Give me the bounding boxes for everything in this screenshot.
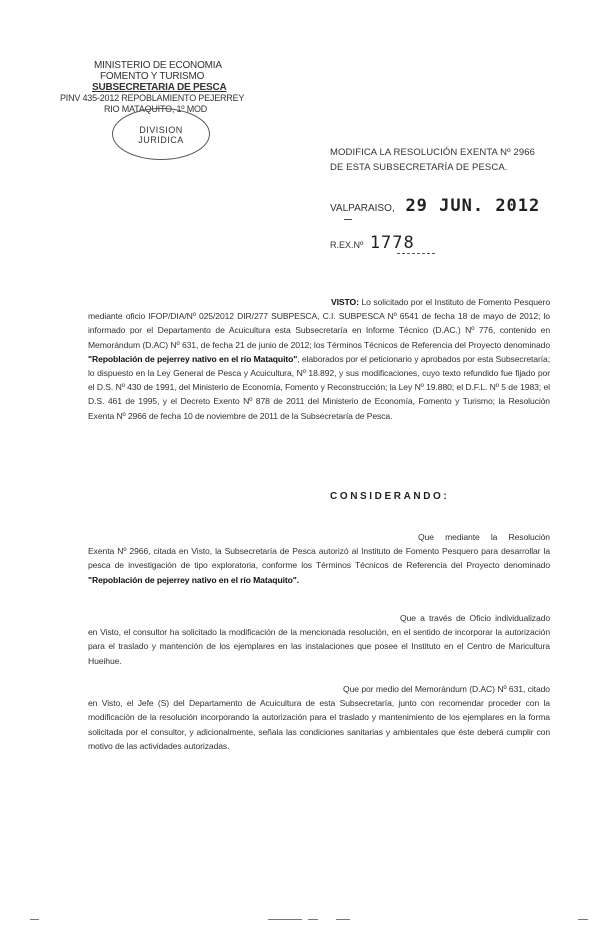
seal-line-1: DIVISION <box>139 125 183 135</box>
resolution-number-line <box>330 233 415 253</box>
resolution-subject: MODIFICA LA RESOLUCIÓN EXENTA Nº 2966 DE ESTA SUBSECRETARÍA DE PESCA. <box>330 147 535 173</box>
agency-name: SUBSECRETARIA DE PESCA <box>92 82 227 93</box>
seal-line-2: JURIDICA <box>138 135 184 145</box>
visto-text-b: , elaborados por el peticionario y aprobados por esta Subsecretaría; lo dispuesto en la Ley General de Pesca y Acuicultura, Nº 18.892, y sus modificaciones, cuyo texto refundido fue fijado por el D.S. Nº 430 de 1991, del Ministerio de Economía, Fomento y Reconstrucción; la Ley Nº 19.880; el D.F.L. Nº 5 de 1983; el D.S. 461 de 1995, y el Decreto Exento Nº 878 de 2011 del Ministerio de Economía, Fomento y Turismo; la Resolución Exenta Nº 2966 de fecha 10 de noviembre de 2011 de la Subsecretaría de Pesca. <box>88 353 550 421</box>
visto-text-a: Lo solicitado por el Instituto de Fomento Pesquero mediante oficio IFOP/DIA/Nº 025/2012 DIR/277 SUBPESCA, C.I. SUBPESCA Nº 6541 de fecha 18 de mayo de 2012; lo informado por el Departamento de Acuicultura esta Subsecretaría en Informe Técnico (D.AC.) Nº 776, contenido en Memorándum (D.AC) Nº 631, de fecha 21 de junio de 2012; los Términos Técnicos de Referencia del Proyecto denominado <box>88 297 550 350</box>
considerando-heading: CONSIDERANDO: <box>330 491 450 502</box>
considerando-1-text: Que mediante la Resolución Exenta Nº 2966, citada en Visto, la Subsecretaría de Pesca autorizó al Instituto de Fomento Pesquero para desarrollar la pesca de investigación de tipo exploratoria, conforme los Términos Técnicos de Referencia del Proyecto denominado <box>88 532 550 571</box>
footer-mark <box>268 919 302 920</box>
letterhead <box>60 60 270 115</box>
footer-mark <box>30 919 39 920</box>
seal-text <box>113 125 209 145</box>
reference-code: PINV 435-2012 REPOBLAMIENTO PEJERREY <box>60 93 245 103</box>
footer-mark <box>578 919 588 920</box>
ministry-name: MINISTERIO DE ECONOMIA <box>94 60 222 71</box>
considerando-paragraph-2: Que a través de Oficio individualizado en Visto, el consultor ha solicitado la modificación de la mencionada resolución, en el sentido de incorporar la autorización para el traslado y mantención de los ejemplares en las instalaciones que posee el Instituto en el Centro de Maricultura Hueihue. <box>88 613 550 666</box>
footer-mark <box>336 919 350 920</box>
rex-underline <box>397 253 435 254</box>
rex-number: 1778 <box>369 233 415 253</box>
place-date-line <box>330 196 540 216</box>
visto-project-name: "Repoblación de pejerrey nativo en el río Mataquito" <box>88 353 298 364</box>
visto-heading: VISTO: <box>331 297 359 307</box>
visto-paragraph <box>88 295 550 423</box>
considerando-1-project: "Repoblación de pejerrey nativo en el río Mataquito". <box>88 574 300 585</box>
juridica-seal-stamp <box>112 108 210 160</box>
date-stamp: 29 JUN. 2012 <box>405 196 541 216</box>
footer-mark <box>308 919 318 920</box>
dash-mark <box>344 219 352 220</box>
reference-detail: RIO MATAQUITO, 1º MOD <box>104 104 208 114</box>
considerando-paragraph-1 <box>88 530 550 587</box>
place: VALPARAISO, <box>330 203 395 214</box>
considerando-paragraph-3: Que por medio del Memorándum (D.AC) Nº 631, citado en Visto, el Jefe (S) del Departamento de Acuicultura de esta Subsecretaría, junto con recomendar proceder con la modificación de la resolución incorporando la autorización para el traslado y mantenimiento de los ejemplares en la forma solicitada por el consultor, y adicionalmente, señala las condiciones sanitarias y ambientales que éste deberá cumplir con motivo de las actividades autorizadas. <box>88 684 550 751</box>
rex-label: R.EX.Nº <box>330 240 364 250</box>
ministry-name-cont: FOMENTO Y TURISMO <box>100 71 205 82</box>
